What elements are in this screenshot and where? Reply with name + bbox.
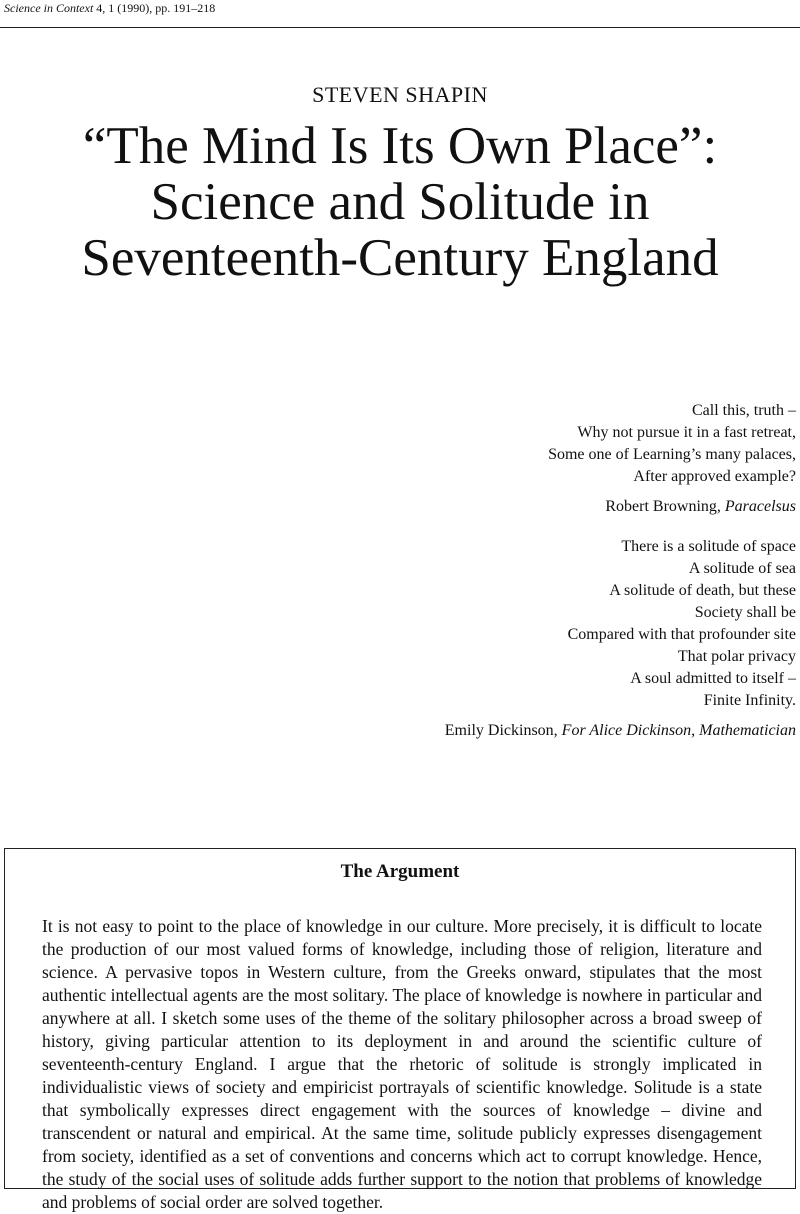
epigraph-attribution: [236, 496, 796, 518]
article-author: STEVEN SHAPIN: [312, 82, 488, 107]
epigraph-browning: [236, 400, 796, 518]
epigraph-line: After approved example?: [633, 468, 796, 485]
title-line: Seventeenth-Century England: [81, 229, 719, 287]
epigraph-line: Some one of Learning’s many palaces,: [548, 446, 796, 463]
journal-name: Science in Context: [4, 1, 94, 15]
header-rule: [0, 27, 800, 28]
epigraph-line: Compared with that profounder site: [567, 626, 796, 643]
attribution-author: Robert Browning,: [605, 498, 725, 515]
journal-citation: [4, 0, 800, 16]
article-title: [0, 118, 800, 286]
title-line: “The Mind Is Its Own Place”:: [82, 117, 718, 175]
attribution-work: Paracelsus: [724, 498, 796, 515]
epigraph-line: Call this, truth –: [692, 402, 796, 419]
epigraph-line: A solitude of sea: [688, 560, 796, 577]
epigraph-line: There is a solitude of space: [621, 538, 796, 555]
epigraph-line: A solitude of death, but these: [609, 582, 796, 599]
epigraph-line: Society shall be: [694, 604, 796, 621]
epigraph-attribution: [236, 720, 796, 742]
epigraph-line: Why not pursue it in a fast retreat,: [577, 424, 796, 441]
epigraph-line: A soul admitted to itself –: [630, 670, 796, 687]
epigraph-dickinson: [236, 536, 796, 742]
epigraph-line: Finite Infinity.: [703, 692, 796, 709]
argument-box: [4, 848, 796, 1212]
argument-heading: The Argument: [340, 861, 460, 882]
epigraph-line: That polar privacy: [677, 648, 796, 665]
argument-abstract: It is not easy to point to the place of knowledge in our culture. More precisely, it is difficult to locate the production of our most valued forms of knowledge, including those of religion, literature and science. A pervasive topos in Western culture, from the Greeks onward, stipulates that the most authentic intellectual agents are the most solitary. The place of knowledge is nowhere in particular and anywhere at all. I sketch some uses of the theme of the solitary philosopher across a broad sweep of history, giving particular attention to its deployment in and around the scientific culture of seventeenth-century England. I argue that the rhetoric of solitude is strongly implicated in individualistic views of society and empiricist portrayals of scientific knowledge. Solitude is a state that symbolically expresses direct engagement with the sources of knowledge – divine and transcendent or natural and empirical. At the same time, solitude publicly expresses disengagement from society, identified as a set of conventions and concerns which act to corrupt knowledge. Hence, the study of the social uses of solitude adds further support to the notion that problems of knowledge and problems of social order are solved together.: [42, 916, 762, 1212]
title-line: Science and Solitude in: [150, 173, 650, 231]
volume-pages: 4, 1 (1990), pp. 191–218: [93, 1, 216, 15]
attribution-author: Emily Dickinson,: [444, 722, 562, 739]
attribution-work: For Alice Dickinson, Mathematician: [561, 722, 796, 739]
